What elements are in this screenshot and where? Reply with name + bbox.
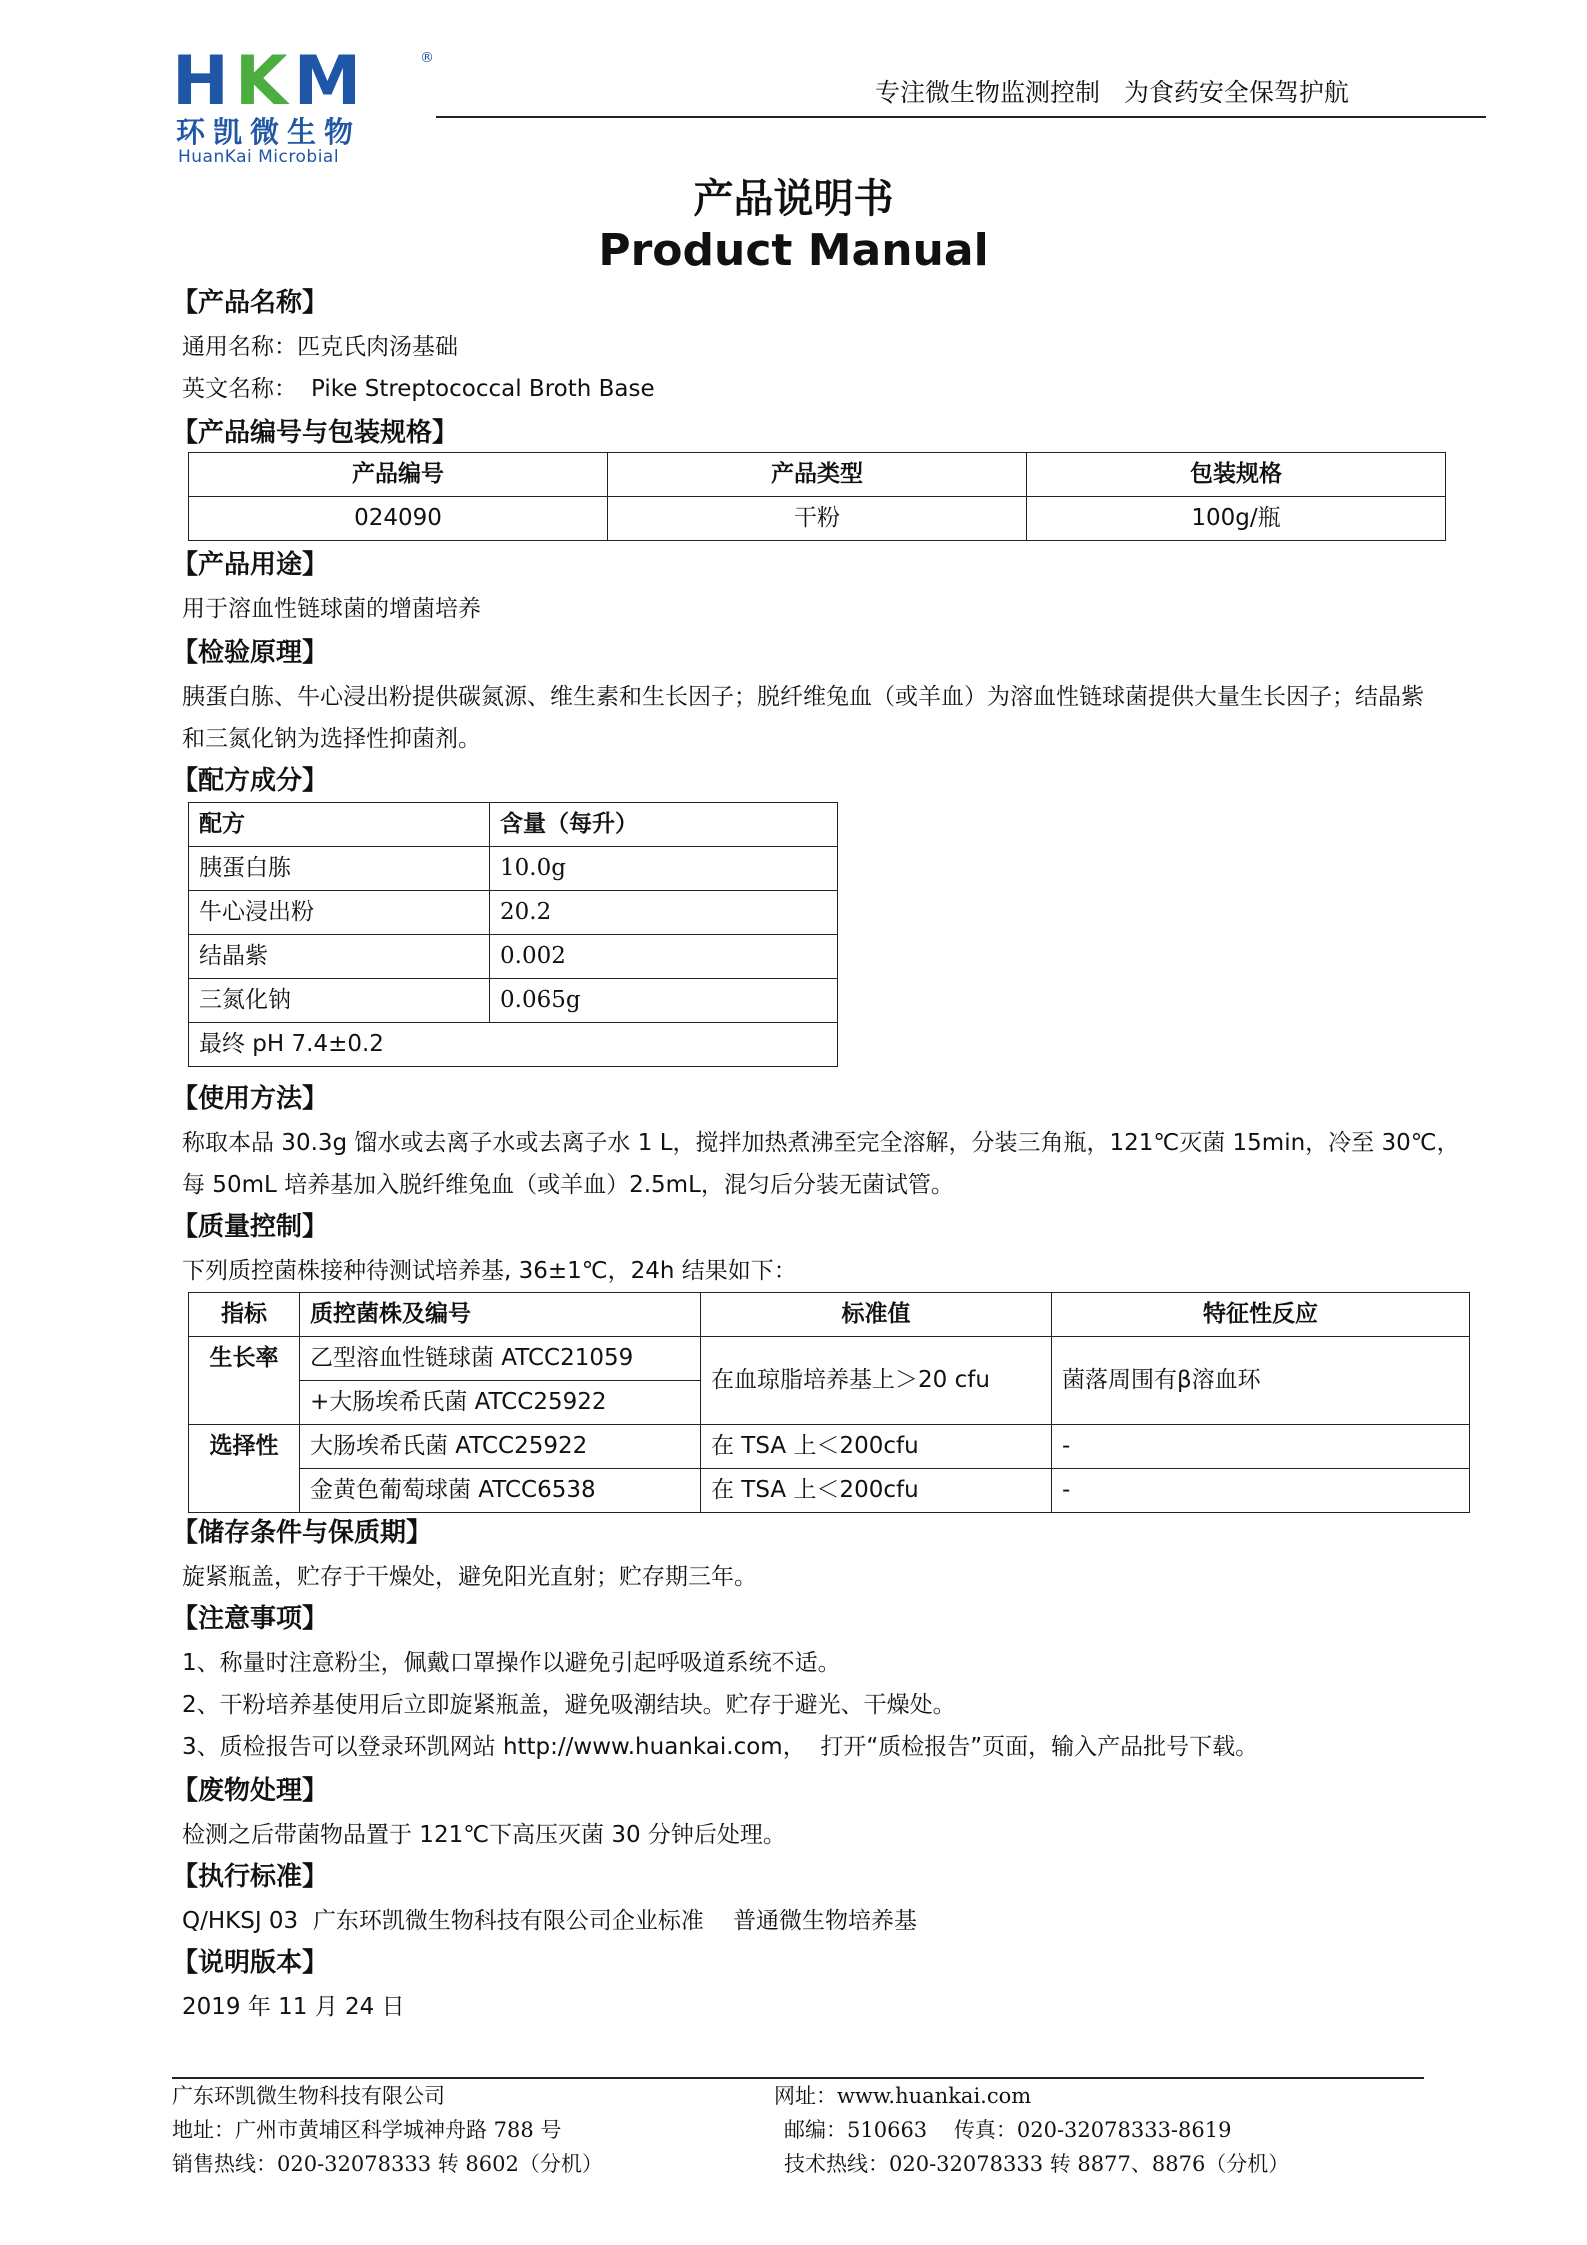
english-name-label: 英文名称： [182, 376, 297, 402]
formula-table [188, 802, 838, 1067]
column-header: 特征性反应 [1052, 1293, 1470, 1337]
logo-letter-m: M [293, 42, 368, 121]
section-heading-storage: 【储存条件与保质期】 [172, 1518, 433, 1548]
method-text-line2: 每 50mL 培养基加入脱纤维兔血（或羊血）2.5mL，混匀后分装无菌试管。 [182, 1172, 954, 1198]
footer-address: 地址：广州市黄埔区科学城神舟路 788 号 [172, 2118, 562, 2142]
header-slogan: 专注微生物监测控制 为食药安全保驾护航 [875, 78, 1349, 107]
table-row [189, 497, 1446, 541]
version-text: 2019 年 11 月 24 日 [182, 1994, 405, 2020]
page-title-english: Product Manual [598, 225, 989, 276]
registered-mark: ® [420, 50, 434, 66]
table-header-row [189, 803, 838, 847]
footer-tech-hotline: 技术热线：020-32078333 转 8877、8876（分机） [784, 2152, 1290, 2176]
table-row [189, 1425, 1470, 1469]
section-heading-version: 【说明版本】 [172, 1948, 329, 1978]
logo-letter-k: K [234, 42, 294, 121]
note-item: 2、干粉培养基使用后立即旋紧瓶盖，避免吸潮结块。贮存于避光、干燥处。 [182, 1692, 956, 1718]
column-header: 指标 [189, 1293, 300, 1337]
strain-cell: +大肠埃希氏菌 ATCC25922 [300, 1381, 701, 1425]
amount-cell: 0.065g [490, 979, 838, 1023]
column-header: 配方 [189, 803, 490, 847]
package-spec-cell: 100g/瓶 [1027, 497, 1446, 541]
section-heading-method: 【使用方法】 [172, 1084, 329, 1114]
strain-cell: 大肠埃希氏菌 ATCC25922 [300, 1425, 701, 1469]
column-header: 标准值 [701, 1293, 1052, 1337]
common-name-row [182, 332, 458, 362]
section-heading-product-name: 【产品名称】 [172, 288, 329, 318]
final-ph-cell: 最终 pH 7.4±0.2 [189, 1023, 838, 1067]
section-heading-standard: 【执行标准】 [172, 1862, 329, 1892]
table-row [189, 935, 838, 979]
ingredient-cell: 牛心浸出粉 [189, 891, 490, 935]
ingredient-cell: 胰蛋白胨 [189, 847, 490, 891]
amount-cell: 0.002 [490, 935, 838, 979]
footer-sales-hotline: 销售热线：020-32078333 转 8602（分机） [172, 2152, 603, 2176]
logo-brand-letters [172, 42, 368, 121]
footer-postcode-fax: 邮编：510663 传真：020-32078333-8619 [784, 2118, 1232, 2142]
amount-cell: 10.0g [490, 847, 838, 891]
section-heading-quality-control: 【质量控制】 [172, 1212, 329, 1242]
ingredient-cell: 三氮化钠 [189, 979, 490, 1023]
principle-text-line2: 和三氮化钠为选择性抑菌剂。 [182, 726, 481, 752]
spec-table [188, 452, 1446, 541]
strain-cell: 金黄色葡萄球菌 ATCC6538 [300, 1469, 701, 1513]
section-heading-usage: 【产品用途】 [172, 550, 329, 580]
section-heading-principle: 【检验原理】 [172, 638, 329, 668]
ingredient-cell: 结晶紫 [189, 935, 490, 979]
column-header: 产品编号 [189, 453, 608, 497]
product-code-cell: 024090 [189, 497, 608, 541]
column-header: 质控菌株及编号 [300, 1293, 701, 1337]
logo-chinese-name: 环凯微生物 [176, 115, 362, 149]
english-name-row [182, 374, 655, 404]
column-header: 包装规格 [1027, 453, 1446, 497]
note-item: 1、称量时注意粉尘，佩戴口罩操作以避免引起呼吸道系统不适。 [182, 1650, 841, 1676]
common-name-label: 通用名称： [182, 334, 297, 360]
english-name-value: Pike Streptococcal Broth Base [311, 376, 655, 402]
waste-text: 检测之后带菌物品置于 121℃下高压灭菌 30 分钟后处理。 [182, 1822, 786, 1848]
table-header-row [189, 453, 1446, 497]
footer-company: 广东环凯微生物科技有限公司 [172, 2084, 445, 2108]
common-name-value: 匹克氏肉汤基础 [297, 334, 458, 360]
method-text-line1: 称取本品 30.3g 馏水或去离子水或去离子水 1 L，搅拌加热煮沸至完全溶解，分装三角瓶，121℃灭菌 15min，冷至 30℃， [182, 1130, 1460, 1156]
selectivity-label: 选择性 [189, 1425, 300, 1513]
reaction-cell: - [1052, 1469, 1470, 1513]
amount-cell: 20.2 [490, 891, 838, 935]
table-row [189, 979, 838, 1023]
product-type-cell: 干粉 [608, 497, 1027, 541]
note-item: 3、质检报告可以登录环凯网站 http://www.huankai.com， 打开“质检报告”页面，输入产品批号下载。 [182, 1734, 1259, 1760]
table-row [189, 891, 838, 935]
standard-cell: 在 TSA 上＜200cfu [701, 1469, 1052, 1513]
footer-divider [172, 2077, 1424, 2079]
reaction-cell: - [1052, 1425, 1470, 1469]
storage-text: 旋紧瓶盖，贮存于干燥处，避免阳光直射；贮存期三年。 [182, 1564, 757, 1590]
logo-english-name: HuanKai Microbial [178, 147, 340, 167]
table-row [189, 1337, 1470, 1381]
column-header: 产品类型 [608, 453, 1027, 497]
logo-letter-h: H [172, 42, 235, 121]
footer-website: 网址：www.huankai.com [774, 2084, 1032, 2108]
table-row [189, 1023, 838, 1067]
principle-text-line1: 胰蛋白胨、牛心浸出粉提供碳氮源、维生素和生长因子；脱纤维兔血（或羊血）为溶血性链球菌提供大量生长因子；结晶紫 [182, 684, 1424, 710]
standard-text: Q/HKSJ 03 广东环凯微生物科技有限公司企业标准 普通微生物培养基 [182, 1908, 918, 1934]
strain-cell: 乙型溶血性链球菌 ATCC21059 [300, 1337, 701, 1381]
qc-intro-text: 下列质控菌株接种待测试培养基, 36±1℃，24h 结果如下： [182, 1258, 797, 1284]
section-heading-waste: 【废物处理】 [172, 1776, 329, 1806]
usage-text: 用于溶血性链球菌的增菌培养 [182, 596, 481, 622]
section-heading-formula: 【配方成分】 [172, 766, 329, 796]
company-logo [172, 42, 442, 167]
page-title-chinese: 产品说明书 [693, 176, 894, 222]
header-divider [436, 116, 1486, 118]
table-row [189, 1469, 1470, 1513]
growth-rate-label: 生长率 [189, 1337, 300, 1425]
table-header-row [189, 1293, 1470, 1337]
column-header: 含量（每升） [490, 803, 838, 847]
reaction-cell: 菌落周围有β溶血环 [1052, 1337, 1470, 1425]
section-heading-notes: 【注意事项】 [172, 1604, 329, 1634]
table-row [189, 847, 838, 891]
standard-cell: 在 TSA 上＜200cfu [701, 1425, 1052, 1469]
section-heading-spec: 【产品编号与包装规格】 [172, 418, 459, 448]
standard-cell: 在血琼脂培养基上＞20 cfu [701, 1337, 1052, 1425]
qc-table [188, 1292, 1470, 1513]
